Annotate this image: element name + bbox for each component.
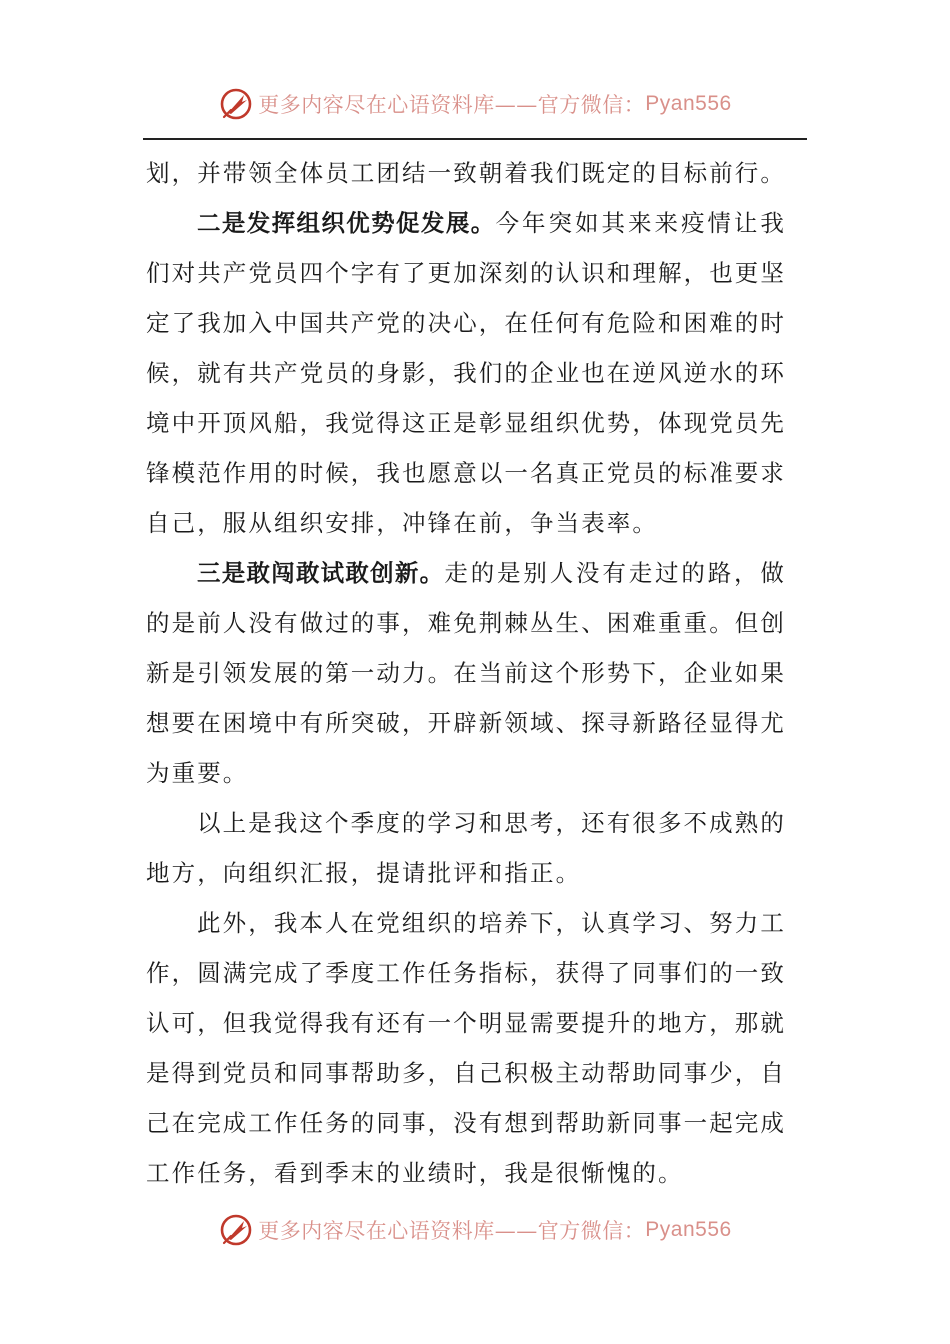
header-rule: [143, 138, 807, 140]
paragraph-1: 划，并带领全体员工团结一致朝着我们既定的目标前行。: [146, 159, 786, 187]
paragraph-2: [146, 198, 786, 548]
paragraph-2-text: 今年突如其来来疫情让我们对共产党员四个字有了更加深刻的认识和理解，也更坚定了我加入中国共产党的决心，在任何有危险和困难的时候，就有共产党员的身影，我们的企业也在逆风逆水的环境中开顶风船，我觉得这正是彰显组织优势，体现党员先锋模范作用的时候，我也愿意以一名真正党员的标准要求自己，服从组织安排，冲锋在前，争当表率。: [146, 209, 786, 537]
paragraph-4: 以上是我这个季度的学习和思考，还有很多不成熟的地方，向组织汇报，提请批评和指正。: [146, 809, 786, 887]
paragraph-3-heading: 三是敢闯敢试敢创新。: [197, 559, 445, 587]
paragraph-3-text: 走的是别人没有走过的路，做的是前人没有做过的事，难免荆棘丛生、困难重重。但创新是引领发展的第一动力。在当前这个形势下，企业如果想要在困境中有所突破，开辟新领域、探寻新路径显得尤为重要。: [146, 559, 786, 787]
paragraph-2-heading: 二是发挥组织优势促发展。: [197, 209, 496, 237]
header-banner: [0, 84, 950, 124]
footer-banner: [0, 1210, 950, 1250]
paragraph-3: [146, 548, 786, 798]
footer-banner-text: 更多内容尽在心语资料库——官方微信：: [258, 1219, 646, 1243]
paragraph-5: 此外，我本人在党组织的培养下，认真学习、努力工作，圆满完成了季度工作任务指标，获得了同事们的一致认可，但我觉得我有还有一个明显需要提升的地方，那就是得到党员和同事帮助多，自己积极主动帮助同事少，自己在完成工作任务的同事，没有想到帮助新同事一起完成工作任务，看到季末的业绩时，我是很惭愧的。: [146, 909, 786, 1187]
header-banner-text: 更多内容尽在心语资料库——官方微信：: [258, 93, 646, 117]
footer-wechat-id: Pyan556: [645, 1218, 732, 1241]
quill-logo-icon: [218, 1212, 254, 1248]
quill-logo-icon: [218, 86, 254, 122]
document-body: [146, 148, 786, 1198]
header-wechat-id: Pyan556: [645, 92, 732, 115]
